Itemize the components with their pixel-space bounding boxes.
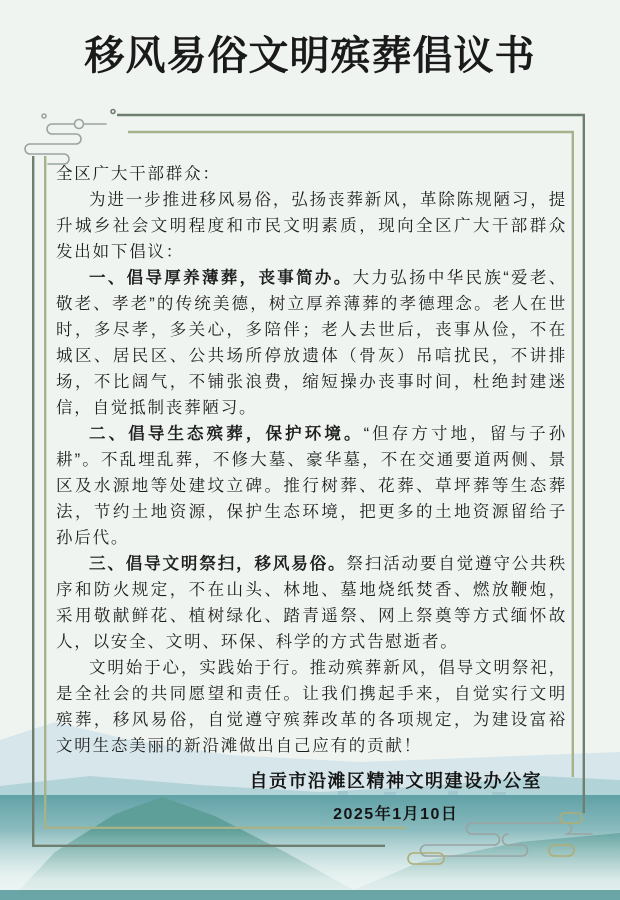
signature-date: 2025年1月10日 [333,806,459,823]
paragraph-heading-run: 二、倡导生态殡葬，保护环境。 [89,425,364,443]
signature-organization: 自贡市沿滩区精神文明建设办公室 [249,771,542,791]
cloud-olive-capsule-2 [549,845,574,856]
signature-block [250,767,543,824]
paragraph-text-run: 祭扫活动要自觉遵守公共秩序和防火规定，不在山头、林地、墓地烧纸焚香、燃放鞭炮，采用敬献鲜花、植树绿化、踏青遥祭、网上祭奠等方式缅怀故人，以安全、文明、环保、科学的方式告慰逝者。 [56,555,567,651]
paragraph-text-run: 大力弘扬中华民族“爱老、敬老、孝老”的传统美德，树立厚养薄葬的孝德理念。老人在世时，多尽孝，多关心，多陪伴；老人去世后，丧事从俭，不在城区、居民区、公共场所停放遗体（骨灰）吊唁扰民，不讲排场，不比阔气，不铺张浪费，缩短操办丧事时间，杜绝封建迷信，自觉抵制丧葬陋习。 [56,269,567,417]
paragraph [56,421,567,551]
cloud-olive-capsule-1 [560,813,582,823]
body-text [56,161,567,759]
paragraph [56,187,567,265]
cloud-dot-icon [42,114,46,118]
paragraph-text-run: 为进一步推进移风易俗，弘扬丧葬新风，革除陈规陋习，提升城乡社会文明程度和市民文明素质，现向全区广大干部群众发出如下倡议： [56,191,567,261]
cloud-bottom-right-icon [421,823,593,856]
paragraph [56,551,567,655]
paragraph-heading-run: 一、倡导厚养薄葬，丧事简办。 [89,269,353,287]
paragraph-text-run: 文明始于心，实践始于行。推动殡葬新风，倡导文明祭祀，是全社会的共同愿望和责任。让我们携起手来，自觉实行文明殡葬，移风易俗，自觉遵守殡葬改革的各项规定，为建设富裕文明生态美丽的新沿滩做出自己应有的贡献！ [56,659,567,755]
cloud-top-left-icon [25,124,106,164]
paragraph [56,161,567,187]
frame-endcap-dot [111,110,115,114]
paragraph-heading-run: 三、倡导文明祭扫，移风易俗。 [89,555,347,573]
page-title: 移风易俗文明殡葬倡议书 [84,34,536,78]
cloud-olive-capsule-3 [408,853,444,864]
cloud-ring-icon [75,120,84,129]
paragraph [56,265,567,421]
paragraph [56,655,567,759]
paragraph-text-run: 全区广大干部群众： [56,165,221,183]
paragraph-text-run: “但存方寸地，留与子孙耕”。不乱埋乱葬，不修大墓、豪华墓，不在交通要道两侧、景区及水源地等处建坟立碑。推行树葬、花葬、草坪葬等生态葬法，节约土地资源，保护生态环境，把更多的土地资源留给子孙后代。 [56,425,567,547]
